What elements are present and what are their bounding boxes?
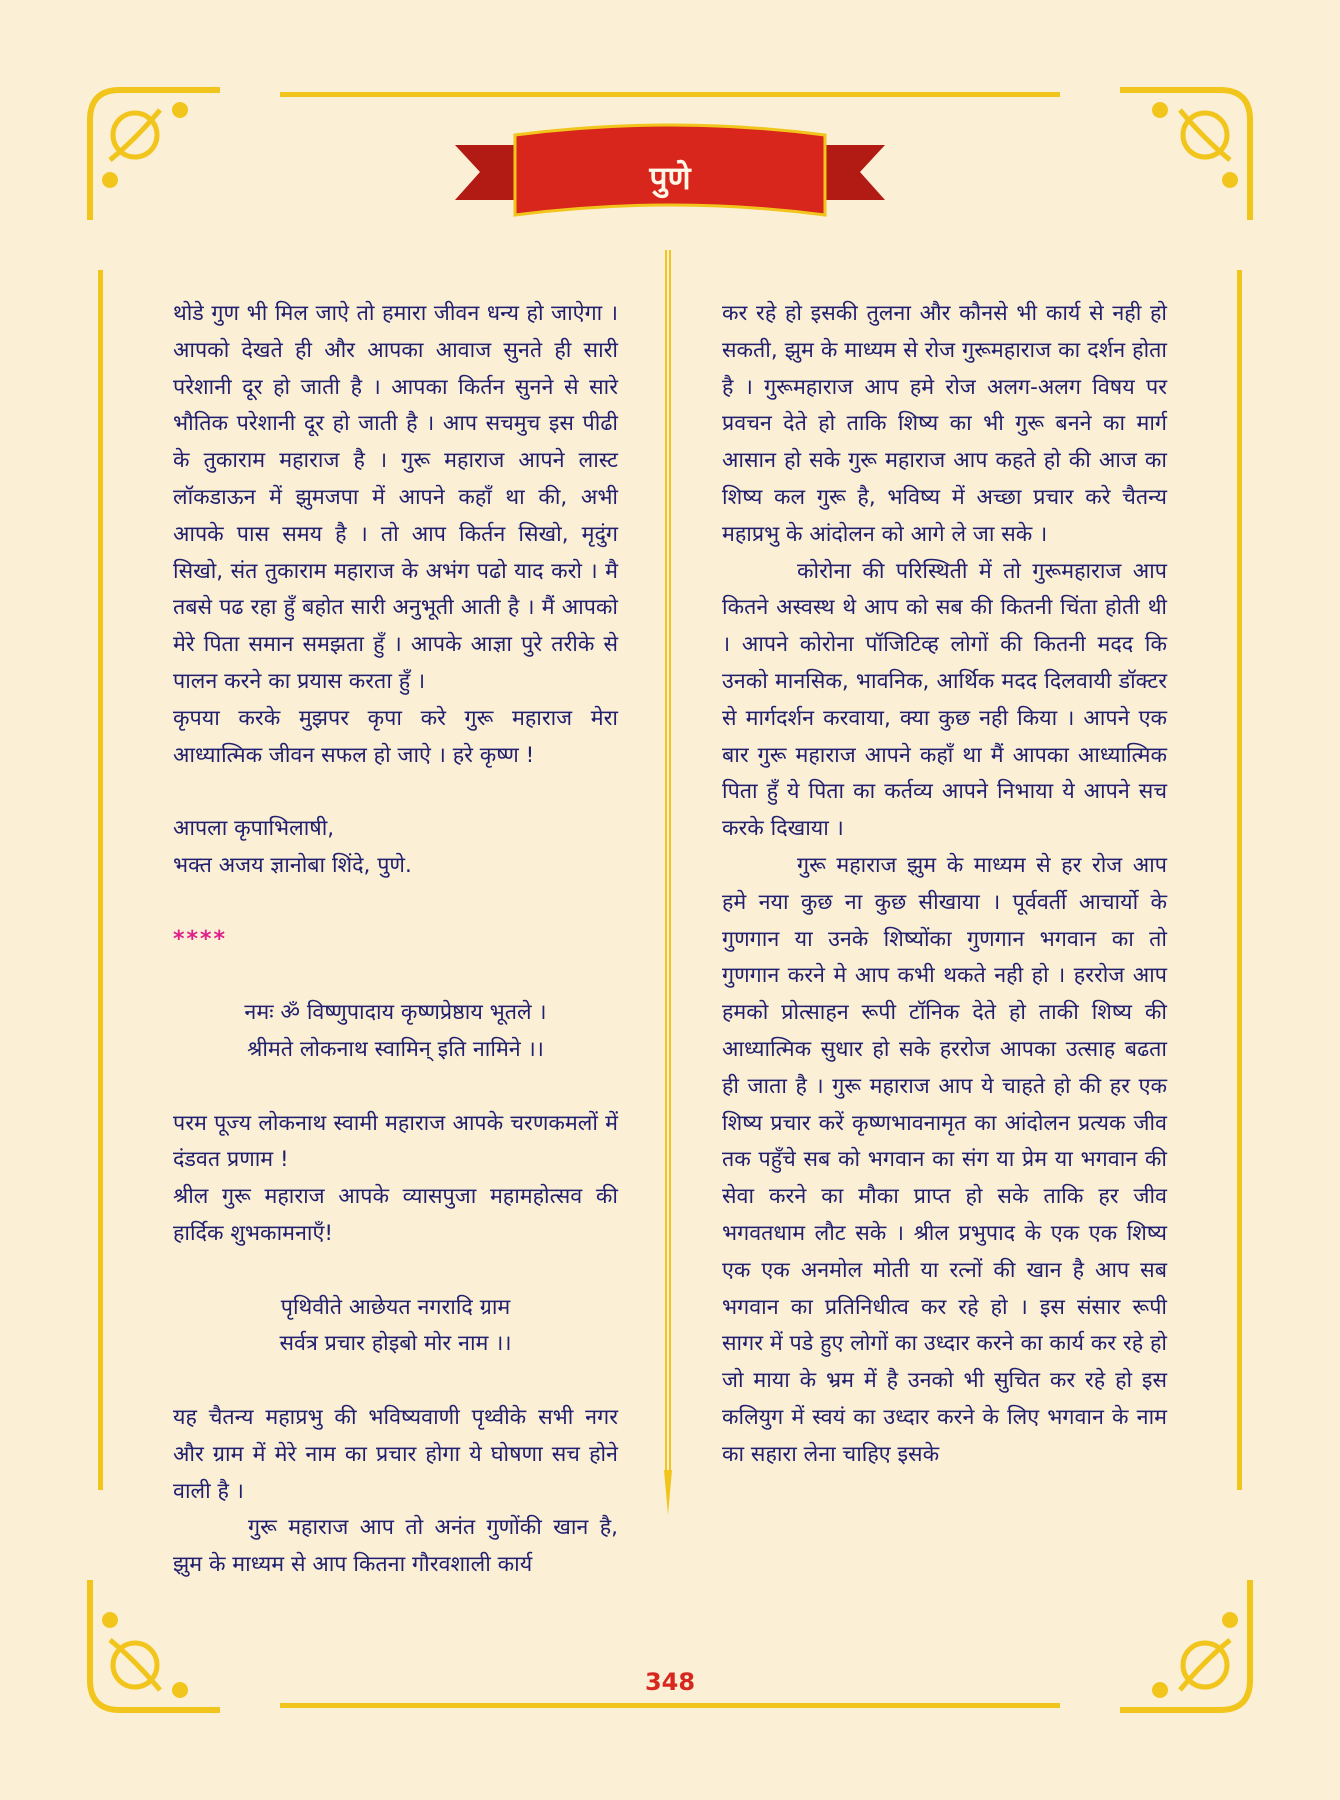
left-paragraph-4: श्रील गुरू महाराज आपके व्यासपुजा महामहोत्सव की हार्दिक शुभकामनाएँ! [173,1184,618,1246]
corner-ornament-top-left [80,80,230,230]
section-separator-stars: **** [173,926,228,952]
right-paragraph-1: कर रहे हो इसकी तुलना और कौनसे भी कार्य से नही हो सकती, झुम के माध्यम से रोज गुरूमहाराज का दर्शन होता है । गुरूमहाराज आप हमे रोज अलग-अलग विषय पर प्रवचन देते हो ताकि शिष्य का भी गुरू बनने का मार्ग आसान हो सके गुरू महाराज आप कहते हो की आज का शिष्य कल गुरू है, भविष्य में अच्छा प्रचार करे चैतन्य महाप्रभु के आंदोलन को आगे ले जा सके । [722,301,1167,547]
verse-2-line-1: पृथिवीते आछेयत नगरादि ग्राम [280,1294,511,1320]
left-paragraph-2: कृपया करके मुझपर कृपा करे गुरू महाराज मेरा आध्यात्मिक जीवन सफल हो जाऐ । हरे कृष्ण ! [173,705,618,768]
signoff-line-2: भक्त अजय ज्ञानोबा शिंदे, पुणे. [173,852,412,878]
right-paragraph-3: गुरू महाराज झुम के माध्यम से हर रोज आप हमे नया कुछ ना कुछ सीखाया । पूर्ववर्ती आचार्यो के गुणगान या उनके शिष्योंका गुणगान भगवान का तो गुणगान करने मे आप कभी थकते नही हो । हररोज आप हमको प्रोत्साहन रूपी टॉनिक देते हो ताकी शिष्य की आध्यात्मिक सुधार हो सके हररोज आपका उत्साह बढता ही जाता है । गुरू महाराज आप ये चाहते हो की हर एक शिष्य प्रचार करें कृष्णभावनामृत का आंदोलन प्रत्यक जीव तक पहुँचे सब को भगवान का संग या प्रेम या भगवान की सेवा करने का मौका प्राप्त हो सके ताकि हर जीव भगवतधाम लौट सके । श्रील प्रभुपाद के एक एक शिष्य एक एक अनमोल मोती या रत्नों की खान है आप सब भगवान का प्रतिनिधीत्व कर रहे हो । इस संसार रूपी सागर में पडे हुए लोगों का उध्दार करने का कार्य कर रहे हो जो माया के भ्रम में है उनको भी सुचित कर रहे हो इस कलियुग में स्वयं का उध्दार करने के लिए भगवान के नाम का सहारा लेना चाहिए इसके [722,852,1167,1467]
frame-top-line [280,92,1060,97]
left-paragraph-1: थोडे गुण भी मिल जाऐ तो हमारा जीवन धन्य हो जाऐगा । आपको देखते ही और आपका आवाज सुनते ही सारी परेशानी दूर हो जाती है । आपका किर्तन सुनने से सारे भौतिक परेशानी दूर हो जाती है । आप सचमुच इस पीढी के तुकाराम महाराज है । गुरू महाराज आपने लास्ट लॉकडाऊन में झुमजपा में आपने कहाँ था की, अभी आपके पास समय है । तो आप किर्तन सिखो, मृदुंग सिखो, संत तुकाराम महाराज के अभंग पढो याद करो । मै तबसे पढ रहा हुँ बहोत सारी अनुभूती आती है । मैं आपको मेरे पिता समान समझता हुँ । आपके आज्ञा पुरे तरीके से पालन करने का प्रयास करता हुँ । [173,301,618,694]
verse-2-line-2: सर्वत्र प्रचार होइबो मोर नाम ।। [279,1331,512,1357]
frame-bottom-line [280,1703,1060,1708]
left-paragraph-6: गुरू महाराज आप तो अनंत गुणोंकी खान है, झुम के माध्यम से आप कितना गौरवशाली कार्य [173,1515,618,1578]
right-paragraph-2: कोरोना की परिस्थिती में तो गुरूमहाराज आप कितने अस्वस्थ थे आप को सब की कितनी चिंता होती थी । आपने कोरोना पॉजिटिव्ह लोगों की कितनी मदद कि उनको मानसिक, भावनिक, आर्थिक मदद दिलवायी डॉक्टर से मार्गदर्शन करवाया, क्या कुछ नही किया । आपने एक बार गुरू महाराज आपने कहाँ था मैं आपका आध्यात्मिक पिता हुँ ये पिता का कर्तव्य आपने निभाया ये आपने सच करके दिखाया । [722,558,1167,842]
left-paragraph-5: यह चैतन्य महाप्रभु की भविष्यवाणी पृथ्वीके सभी नगर और ग्राम में मेरे नाम का प्रचार होगा ये घोषणा सच होने वाली है । [173,1404,618,1504]
page-title: पुणे [649,159,691,197]
frame-right-line [1237,270,1242,1490]
signoff-line-1: आपला कृपाभिलाषी, [173,816,335,842]
corner-ornament-bottom-left [80,1570,230,1720]
verse-1-line-2: श्रीमते लोकनाथ स्वामिन् इति नामिने ।। [247,1036,544,1062]
page-number: 348 [644,1668,696,1696]
left-column [173,296,618,1584]
corner-ornament-top-right [1110,80,1260,230]
verse-1-line-1: नमः ॐ विष्णुपादाय कृष्णप्रेष्ठाय भूतले । [244,1000,547,1026]
frame-left-line [98,270,103,1490]
column-divider [664,250,672,1515]
left-paragraph-3: परम पूज्य लोकनाथ स्वामी महाराज आपके चरणकमलों में दंडवत प्रणाम ! [173,1110,618,1173]
right-column [722,296,1167,1474]
corner-ornament-bottom-right [1110,1570,1260,1720]
